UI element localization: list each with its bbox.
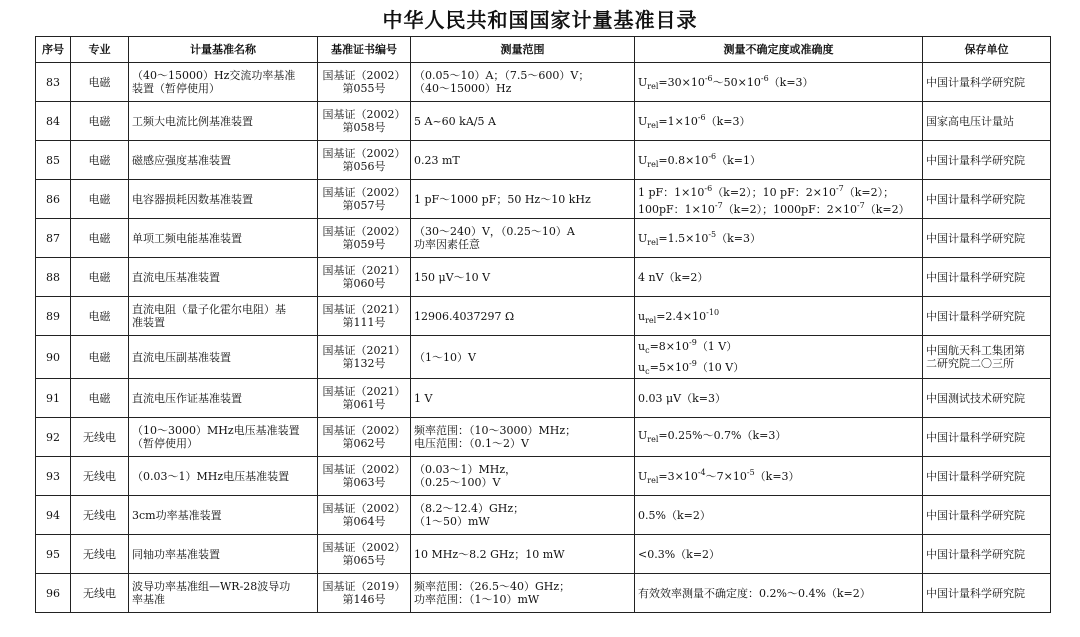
cell-range bbox=[411, 141, 635, 180]
cell-field: 无线电 bbox=[71, 496, 129, 535]
cell-standard-name-line: 工频大电流比例基准装置 bbox=[132, 114, 253, 128]
cell-custodian bbox=[923, 63, 1051, 102]
cell-custodian-line: 中国计量科学研究院 bbox=[926, 430, 1025, 444]
cell-range-line: （1～10）V bbox=[414, 350, 476, 364]
cell-field: 无线电 bbox=[71, 535, 129, 574]
cell-standard-name-line: 直流电阻（量子化霍尔电阻）基 bbox=[132, 303, 286, 316]
cell-range-line: 12906.4037297 Ω bbox=[414, 309, 515, 323]
cell-field: 电磁 bbox=[71, 258, 129, 297]
cell-uncertainty-line: $U_{rel}=3\times 10^{-4}\sim 7\times 10^{-5}(k=3)$ bbox=[638, 467, 800, 485]
cell-range bbox=[411, 535, 635, 574]
cell-range-line: 频率范围：（10～3000）MHz； bbox=[414, 424, 577, 437]
cell-no: 91 bbox=[36, 379, 71, 418]
cell-custodian-line: 国家高电压计量站 bbox=[926, 114, 1014, 128]
cell-uncertainty-line: $u_c=5\times 10^{-9}(10$ V） bbox=[638, 359, 745, 376]
cell-range-line: （0.03～1）MHz， bbox=[414, 463, 517, 476]
cell-uncertainty bbox=[635, 496, 923, 535]
cell-standard-name bbox=[129, 379, 318, 418]
cell-field: 无线电 bbox=[71, 418, 129, 457]
cell-range-line: 5 A~60 kA/5 A bbox=[414, 114, 496, 128]
cell-no: 93 bbox=[36, 457, 71, 496]
cell-uncertainty bbox=[635, 535, 923, 574]
cell-certificate bbox=[318, 336, 411, 379]
cell-range bbox=[411, 574, 635, 613]
cell-certificate bbox=[318, 63, 411, 102]
cell-custodian bbox=[923, 496, 1051, 535]
cell-standard-name bbox=[129, 496, 318, 535]
cell-no: 85 bbox=[36, 141, 71, 180]
cell-range-line: 1 V bbox=[414, 391, 433, 405]
cell-uncertainty bbox=[635, 574, 923, 613]
cell-certificate-line: 国基证（2002） bbox=[322, 69, 406, 82]
cell-certificate-line: 第111号 bbox=[342, 316, 386, 329]
cell-certificate-line: 国基证（2002） bbox=[322, 225, 406, 238]
cell-certificate bbox=[318, 141, 411, 180]
cell-certificate-line: 国基证（2002） bbox=[322, 186, 406, 199]
cell-range-line: （8.2～12.4）GHz； bbox=[414, 502, 525, 515]
cell-standard-name-line: 单项工频电能基准装置 bbox=[132, 231, 242, 245]
cell-standard-name bbox=[129, 219, 318, 258]
cell-range-line: （30～240）V，（0.25～10）A bbox=[414, 225, 575, 238]
cell-custodian bbox=[923, 141, 1051, 180]
table-row bbox=[36, 180, 1051, 219]
cell-standard-name bbox=[129, 418, 318, 457]
cell-certificate-line: 国基证（2002） bbox=[322, 541, 406, 554]
table-row bbox=[36, 102, 1051, 141]
cell-custodian-line: 中国计量科学研究院 bbox=[926, 270, 1025, 284]
cell-range-line: （0.05～10）A；（7.5～600）V； bbox=[414, 69, 590, 82]
table-row bbox=[36, 379, 1051, 418]
cell-certificate-line: 第058号 bbox=[342, 121, 386, 134]
cell-custodian-line: 中国计量科学研究院 bbox=[926, 586, 1025, 600]
cell-certificate-line: 国基证（2002） bbox=[322, 108, 406, 121]
cell-certificate-line: 第057号 bbox=[342, 199, 386, 212]
cell-no: 87 bbox=[36, 219, 71, 258]
cell-standard-name-line: 装置（暂停使用） bbox=[132, 82, 220, 95]
cell-standard-name-line: 直流电压作证基准装置 bbox=[132, 391, 242, 405]
cell-certificate-line: 第059号 bbox=[342, 238, 386, 251]
cell-range bbox=[411, 63, 635, 102]
cell-no: 86 bbox=[36, 180, 71, 219]
cell-no: 89 bbox=[36, 297, 71, 336]
cell-uncertainty bbox=[635, 219, 923, 258]
cell-field: 电磁 bbox=[71, 141, 129, 180]
cell-standard-name bbox=[129, 457, 318, 496]
cell-uncertainty-line: 0.5%（k=2） bbox=[638, 508, 711, 522]
cell-range bbox=[411, 258, 635, 297]
cell-custodian-line: 中国计量科学研究院 bbox=[926, 153, 1025, 167]
cell-uncertainty-line: 1 pF：$1\times 10^{-6}(k=2)$；10 pF：$2\times 10^{-7}(k=2)$； bbox=[638, 184, 895, 199]
cell-certificate-line: 第056号 bbox=[342, 160, 386, 173]
table-row bbox=[36, 535, 1051, 574]
cell-standard-name bbox=[129, 141, 318, 180]
cell-custodian-line: 中国航天科工集团第 bbox=[926, 344, 1025, 357]
cell-range-line: 电压范围：（0.1～2）V bbox=[414, 437, 529, 450]
cell-no: 84 bbox=[36, 102, 71, 141]
cell-certificate bbox=[318, 102, 411, 141]
cell-standard-name-line: 准装置 bbox=[132, 316, 165, 329]
table-row bbox=[36, 457, 1051, 496]
cell-certificate-line: 第062号 bbox=[342, 437, 386, 450]
cell-uncertainty bbox=[635, 297, 923, 336]
cell-certificate bbox=[318, 574, 411, 613]
cell-range bbox=[411, 180, 635, 219]
cell-uncertainty bbox=[635, 180, 923, 219]
cell-standard-name-line: （40～15000）Hz交流功率基准 bbox=[132, 69, 296, 82]
cell-certificate-line: 国基证（2021） bbox=[322, 303, 406, 316]
cell-field: 无线电 bbox=[71, 457, 129, 496]
header-uncertainty: 测量不确定度或准确度 bbox=[635, 37, 923, 63]
cell-standard-name bbox=[129, 258, 318, 297]
cell-range bbox=[411, 102, 635, 141]
cell-certificate bbox=[318, 535, 411, 574]
cell-certificate-line: 第146号 bbox=[342, 593, 386, 606]
cell-uncertainty-line: $U_{rel}=30\times 10^{-6}\sim 50\times 10^{-6}(k=3)$ bbox=[638, 73, 814, 91]
cell-uncertainty bbox=[635, 258, 923, 297]
cell-certificate bbox=[318, 180, 411, 219]
cell-custodian bbox=[923, 219, 1051, 258]
cell-range-line: （1～50）mW bbox=[414, 515, 490, 528]
cell-standard-name bbox=[129, 535, 318, 574]
cell-standard-name-line: 直流电压副基准装置 bbox=[132, 350, 231, 364]
cell-standard-name-line: 电容器损耗因数基准装置 bbox=[132, 192, 253, 206]
cell-custodian bbox=[923, 258, 1051, 297]
table-row bbox=[36, 63, 1051, 102]
cell-custodian bbox=[923, 535, 1051, 574]
cell-certificate bbox=[318, 297, 411, 336]
cell-certificate-line: 第132号 bbox=[342, 357, 386, 370]
cell-certificate bbox=[318, 418, 411, 457]
cell-certificate-line: 国基证（2002） bbox=[322, 424, 406, 437]
cell-no: 94 bbox=[36, 496, 71, 535]
cell-range bbox=[411, 496, 635, 535]
cell-certificate-line: 国基证（2002） bbox=[322, 502, 406, 515]
cell-no: 90 bbox=[36, 336, 71, 379]
cell-range-line: 1 pF～1000 pF；50 Hz～10 kHz bbox=[414, 192, 591, 206]
table-row bbox=[36, 496, 1051, 535]
cell-certificate-line: 第064号 bbox=[342, 515, 386, 528]
cell-uncertainty bbox=[635, 336, 923, 379]
cell-custodian-line: 中国计量科学研究院 bbox=[926, 508, 1025, 522]
cell-custodian bbox=[923, 379, 1051, 418]
cell-custodian-line: 中国测试技术研究院 bbox=[926, 391, 1025, 405]
table-row bbox=[36, 574, 1051, 613]
cell-range-line: 功率范围：（1～10）mW bbox=[414, 593, 540, 606]
cell-uncertainty-line: $U_{rel}=0.8\times 10^{-6}(k=1)$ bbox=[638, 151, 762, 169]
cell-standard-name-line: 同轴功率基准装置 bbox=[132, 547, 220, 561]
cell-custodian bbox=[923, 336, 1051, 379]
cell-uncertainty bbox=[635, 63, 923, 102]
table-row bbox=[36, 297, 1051, 336]
cell-certificate-line: 第055号 bbox=[342, 82, 386, 95]
cell-custodian bbox=[923, 102, 1051, 141]
cell-standard-name bbox=[129, 180, 318, 219]
cell-standard-name-line: 磁感应强度基准装置 bbox=[132, 153, 231, 167]
header-field: 专业 bbox=[71, 37, 129, 63]
cell-range-line: （40～15000）Hz bbox=[414, 82, 512, 95]
cell-certificate bbox=[318, 496, 411, 535]
cell-certificate-line: 第065号 bbox=[342, 554, 386, 567]
cell-range-line: 频率范围：（26.5～40）GHz； bbox=[414, 580, 571, 593]
cell-custodian-line: 中国计量科学研究院 bbox=[926, 192, 1025, 206]
cell-field: 电磁 bbox=[71, 219, 129, 258]
cell-range bbox=[411, 457, 635, 496]
header-row bbox=[36, 37, 1051, 63]
cell-uncertainty bbox=[635, 102, 923, 141]
cell-range bbox=[411, 418, 635, 457]
cell-standard-name-line: 率基准 bbox=[132, 593, 165, 606]
cell-standard-name-line: （0.03～1）MHz电压基准装置 bbox=[132, 469, 290, 483]
header-no: 序号 bbox=[36, 37, 71, 63]
cell-certificate-line: 国基证（2019） bbox=[322, 580, 406, 593]
cell-standard-name-line: （暂停使用） bbox=[132, 437, 198, 450]
cell-field: 电磁 bbox=[71, 379, 129, 418]
cell-uncertainty-line: 0.03 μV（k=3） bbox=[638, 391, 726, 405]
cell-uncertainty-line: <0.3%（k=2） bbox=[638, 547, 721, 561]
cell-range bbox=[411, 297, 635, 336]
header-range: 测量范围 bbox=[411, 37, 635, 63]
cell-range bbox=[411, 219, 635, 258]
cell-certificate-line: 第061号 bbox=[342, 398, 386, 411]
cell-standard-name bbox=[129, 574, 318, 613]
cell-range-line: （0.25～100）V bbox=[414, 476, 501, 489]
cell-range-line: 10 MHz～8.2 GHz；10 mW bbox=[414, 547, 565, 561]
cell-standard-name-line: 3cm功率基准装置 bbox=[132, 508, 222, 522]
header-cert: 基准证书编号 bbox=[318, 37, 411, 63]
cell-uncertainty-line: $u_c=8\times 10^{-9}(1$ V） bbox=[638, 338, 738, 355]
table-row bbox=[36, 219, 1051, 258]
cell-custodian bbox=[923, 297, 1051, 336]
table-row bbox=[36, 418, 1051, 457]
cell-no: 92 bbox=[36, 418, 71, 457]
cell-uncertainty-line: 4 nV（k=2） bbox=[638, 270, 709, 284]
cell-certificate-line: 国基证（2002） bbox=[322, 147, 406, 160]
cell-uncertainty-line: $U_{rel}=1.5\times 10^{-5}(k=3)$ bbox=[638, 229, 762, 247]
cell-field: 无线电 bbox=[71, 574, 129, 613]
table-row bbox=[36, 336, 1051, 379]
cell-custodian bbox=[923, 574, 1051, 613]
cell-custodian-line: 中国计量科学研究院 bbox=[926, 547, 1025, 561]
cell-standard-name-line: 直流电压基准装置 bbox=[132, 270, 220, 284]
cell-certificate bbox=[318, 457, 411, 496]
cell-certificate bbox=[318, 258, 411, 297]
cell-certificate bbox=[318, 379, 411, 418]
cell-field: 电磁 bbox=[71, 297, 129, 336]
cell-uncertainty bbox=[635, 141, 923, 180]
cell-no: 83 bbox=[36, 63, 71, 102]
header-unit: 保存单位 bbox=[923, 37, 1051, 63]
cell-standard-name-line: 波导功率基准组—WR-28波导功 bbox=[132, 580, 291, 593]
cell-custodian-line: 中国计量科学研究院 bbox=[926, 75, 1025, 89]
cell-certificate-line: 国基证（2021） bbox=[322, 264, 406, 277]
cell-no: 88 bbox=[36, 258, 71, 297]
cell-certificate bbox=[318, 219, 411, 258]
header-name: 计量基准名称 bbox=[129, 37, 318, 63]
cell-certificate-line: 第063号 bbox=[342, 476, 386, 489]
cell-custodian-line: 中国计量科学研究院 bbox=[926, 309, 1025, 323]
cell-field: 电磁 bbox=[71, 63, 129, 102]
cell-custodian bbox=[923, 418, 1051, 457]
page-title: 中华人民共和国国家计量基准目录 bbox=[382, 8, 698, 32]
cell-standard-name bbox=[129, 336, 318, 379]
cell-custodian-line: 中国计量科学研究院 bbox=[926, 231, 1025, 245]
cell-uncertainty-line: $U_{rel}=0.25\%\sim 0.7\%(k=3)$ bbox=[638, 428, 787, 444]
cell-range bbox=[411, 379, 635, 418]
cell-field: 电磁 bbox=[71, 102, 129, 141]
cell-custodian bbox=[923, 457, 1051, 496]
cell-uncertainty-line: 100pF：$1\times 10^{-7}(k=2)$；1000pF：$2\times 10^{-7}(k=2)$ bbox=[638, 201, 910, 216]
cell-custodian bbox=[923, 180, 1051, 219]
cell-no: 96 bbox=[36, 574, 71, 613]
cell-uncertainty bbox=[635, 379, 923, 418]
cell-range-line: 功率因素任意 bbox=[414, 238, 480, 251]
cell-custodian-line: 中国计量科学研究院 bbox=[926, 469, 1025, 483]
cell-custodian-line: 二研究院二〇三所 bbox=[926, 357, 1014, 370]
cell-field: 电磁 bbox=[71, 336, 129, 379]
cell-no: 95 bbox=[36, 535, 71, 574]
table-row bbox=[36, 141, 1051, 180]
cell-range bbox=[411, 336, 635, 379]
cell-certificate-line: 国基证（2021） bbox=[322, 344, 406, 357]
cell-uncertainty bbox=[635, 418, 923, 457]
cell-field: 电磁 bbox=[71, 180, 129, 219]
cell-range-line: 0.23 mT bbox=[414, 153, 460, 167]
cell-certificate-line: 国基证（2002） bbox=[322, 463, 406, 476]
standards-table bbox=[35, 36, 1051, 613]
cell-standard-name-line: （10～3000）MHz电压基准装置 bbox=[132, 424, 300, 437]
cell-standard-name bbox=[129, 102, 318, 141]
cell-uncertainty-line: $U_{rel}=1\times 10^{-6}(k=3)$ bbox=[638, 112, 751, 130]
cell-uncertainty-line: 有效效率测量不确定度：0.2%～0.4%（k=2） bbox=[638, 586, 871, 600]
cell-uncertainty bbox=[635, 457, 923, 496]
cell-certificate-line: 第060号 bbox=[342, 277, 386, 290]
cell-certificate-line: 国基证（2021） bbox=[322, 385, 406, 398]
cell-range-line: 150 μV～10 V bbox=[414, 270, 491, 284]
cell-standard-name bbox=[129, 297, 318, 336]
cell-uncertainty-line: $u_{rel}=2.4\times 10^{-10}$ bbox=[638, 307, 720, 325]
cell-standard-name bbox=[129, 63, 318, 102]
table-row bbox=[36, 258, 1051, 297]
